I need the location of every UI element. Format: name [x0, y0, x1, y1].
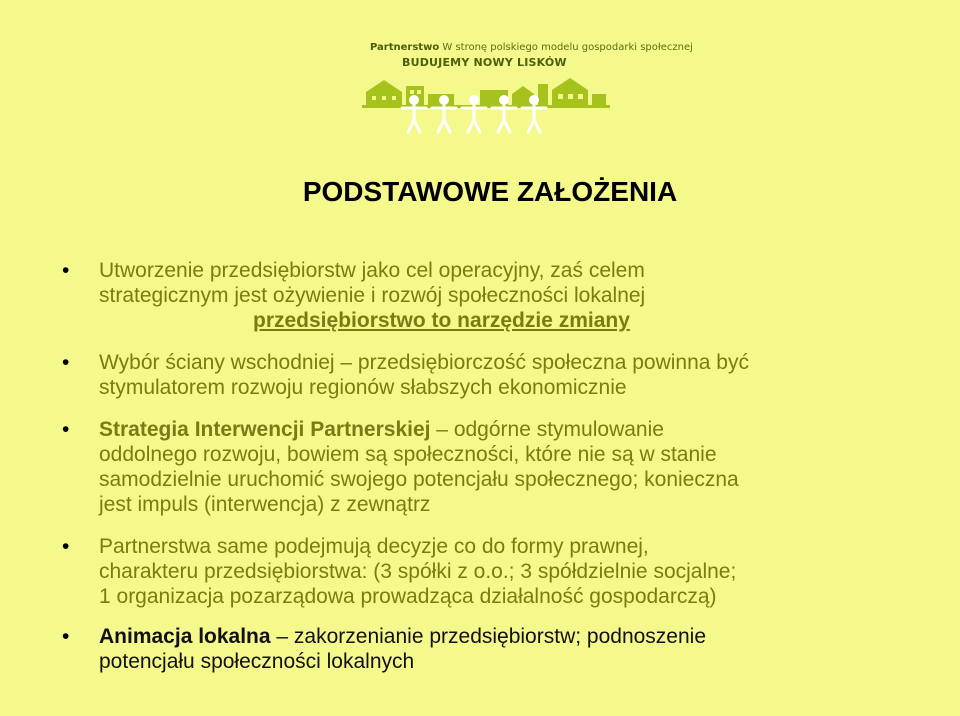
- logo-brand: Partnerstwo: [370, 42, 440, 53]
- bullet-item-4: [62, 534, 942, 609]
- logo-tagline-row: [370, 42, 693, 53]
- item-first-line: [99, 417, 942, 442]
- bullet-item-1: [62, 258, 942, 333]
- item-line: strategicznym jest ożywienie i rozwój społeczności lokalnej: [99, 284, 646, 307]
- slide-title: PODSTAWOWE ZAŁOŻENIA: [302, 176, 678, 207]
- partnerstwo-logo: [362, 42, 693, 134]
- item-line: oddolnego rozwoju, bowiem są społeczności, które nie są w stanie: [99, 443, 717, 466]
- bullet-list: [62, 258, 942, 674]
- bullet-item-3: [62, 417, 942, 517]
- item-line: samodzielnie uruchomić swojego potencjału społecznego; konieczna: [99, 468, 739, 491]
- logo-subtitle: BUDUJEMY NOWY LISKÓW: [402, 56, 567, 69]
- item-line: Wybór ściany wschodniej – przedsiębiorczość społeczna powinna być: [99, 351, 749, 374]
- item-line: Partnerstwa same podejmują decyzje co do formy prawnej,: [99, 535, 649, 558]
- item-rest: – zakorzenianie przedsiębiorstw; podnoszenie: [270, 625, 706, 648]
- logo-tagline: W stronę polskiego modelu gospodarki społecznej: [442, 42, 693, 53]
- village-silhouette-icon: [362, 78, 610, 108]
- item-first-line: [99, 624, 942, 649]
- item-line: charakteru przedsiębiorstwa: (3 spółki z o.o.; 3 spółdzielnie socjalne;: [99, 560, 737, 583]
- item-emphasis: przedsiębiorstwo to narzędzie zmiany: [253, 309, 630, 332]
- item-rest: – odgórne stymulowanie: [430, 418, 664, 441]
- item-line: Utworzenie przedsiębiorstw jako cel operacyjny, zaś celem: [99, 259, 645, 282]
- item-lead: Strategia Interwencji Partnerskiej: [99, 418, 431, 441]
- bullet-dot-icon: •: [62, 535, 70, 558]
- logo-graphic: [362, 72, 612, 136]
- bullet-dot-icon: •: [62, 625, 70, 648]
- bullet-item-2: [62, 350, 942, 400]
- bullet-dot-icon: •: [62, 259, 70, 282]
- item-line: stymulatorem rozwoju regionów słabszych ekonomicznie: [99, 376, 627, 399]
- item-line: jest impuls (interwencja) z zewnątrz: [99, 493, 431, 516]
- item-line: potencjału społeczności lokalnych: [99, 650, 415, 673]
- item-lead: Animacja lokalna: [99, 625, 271, 648]
- item-line: 1 organizacja pozarządowa prowadząca działalność gospodarczą): [99, 585, 717, 608]
- bullet-dot-icon: •: [62, 418, 70, 441]
- bullet-item-5: [62, 624, 942, 674]
- bullet-dot-icon: •: [62, 351, 70, 374]
